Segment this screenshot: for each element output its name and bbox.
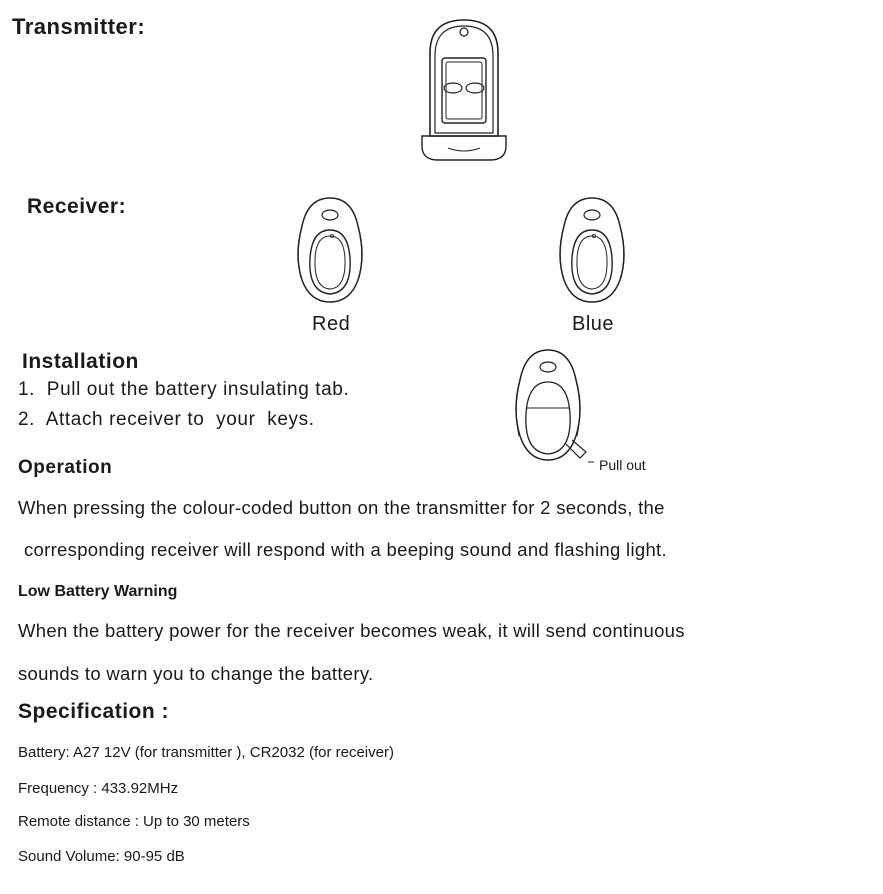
operation-heading: Operation <box>18 457 113 478</box>
spec-battery: Battery: A27 12V (for transmitter ), CR2032 (for receiver) <box>18 744 394 761</box>
low-battery-text-line-2: sounds to warn you to change the battery. <box>18 663 374 684</box>
installation-step-1: 1. Pull out the battery insulating tab. <box>18 379 350 400</box>
pull-out-label: Pull out <box>599 457 646 473</box>
receiver-blue-image <box>554 196 630 304</box>
receiver-blue-label: Blue <box>572 313 615 335</box>
transmitter-remote-image <box>420 18 508 164</box>
spec-sound-volume: Sound Volume: 90-95 dB <box>18 848 185 865</box>
low-battery-heading: Low Battery Warning <box>18 583 178 600</box>
installation-heading: Installation <box>22 350 139 373</box>
specification-heading: Specification : <box>18 700 170 723</box>
transmitter-heading: Transmitter: <box>12 14 146 39</box>
receiver-red-label: Red <box>312 313 351 335</box>
receiver-heading: Receiver: <box>27 195 127 218</box>
installation-step-2: 2. Attach receiver to your keys. <box>18 409 315 430</box>
spec-frequency: Frequency : 433.92MHz <box>18 780 179 797</box>
spec-remote-distance: Remote distance : Up to 30 meters <box>18 813 250 830</box>
receiver-red-image <box>292 196 368 304</box>
operation-text-line-2: corresponding receiver will respond with a beeping sound and flashing light. <box>24 539 667 560</box>
receiver-pull-out-image <box>508 348 598 470</box>
low-battery-text-line-1: When the battery power for the receiver becomes weak, it will send continuous <box>18 620 685 641</box>
operation-text-line-1: When pressing the colour-coded button on the transmitter for 2 seconds, the <box>18 497 665 518</box>
